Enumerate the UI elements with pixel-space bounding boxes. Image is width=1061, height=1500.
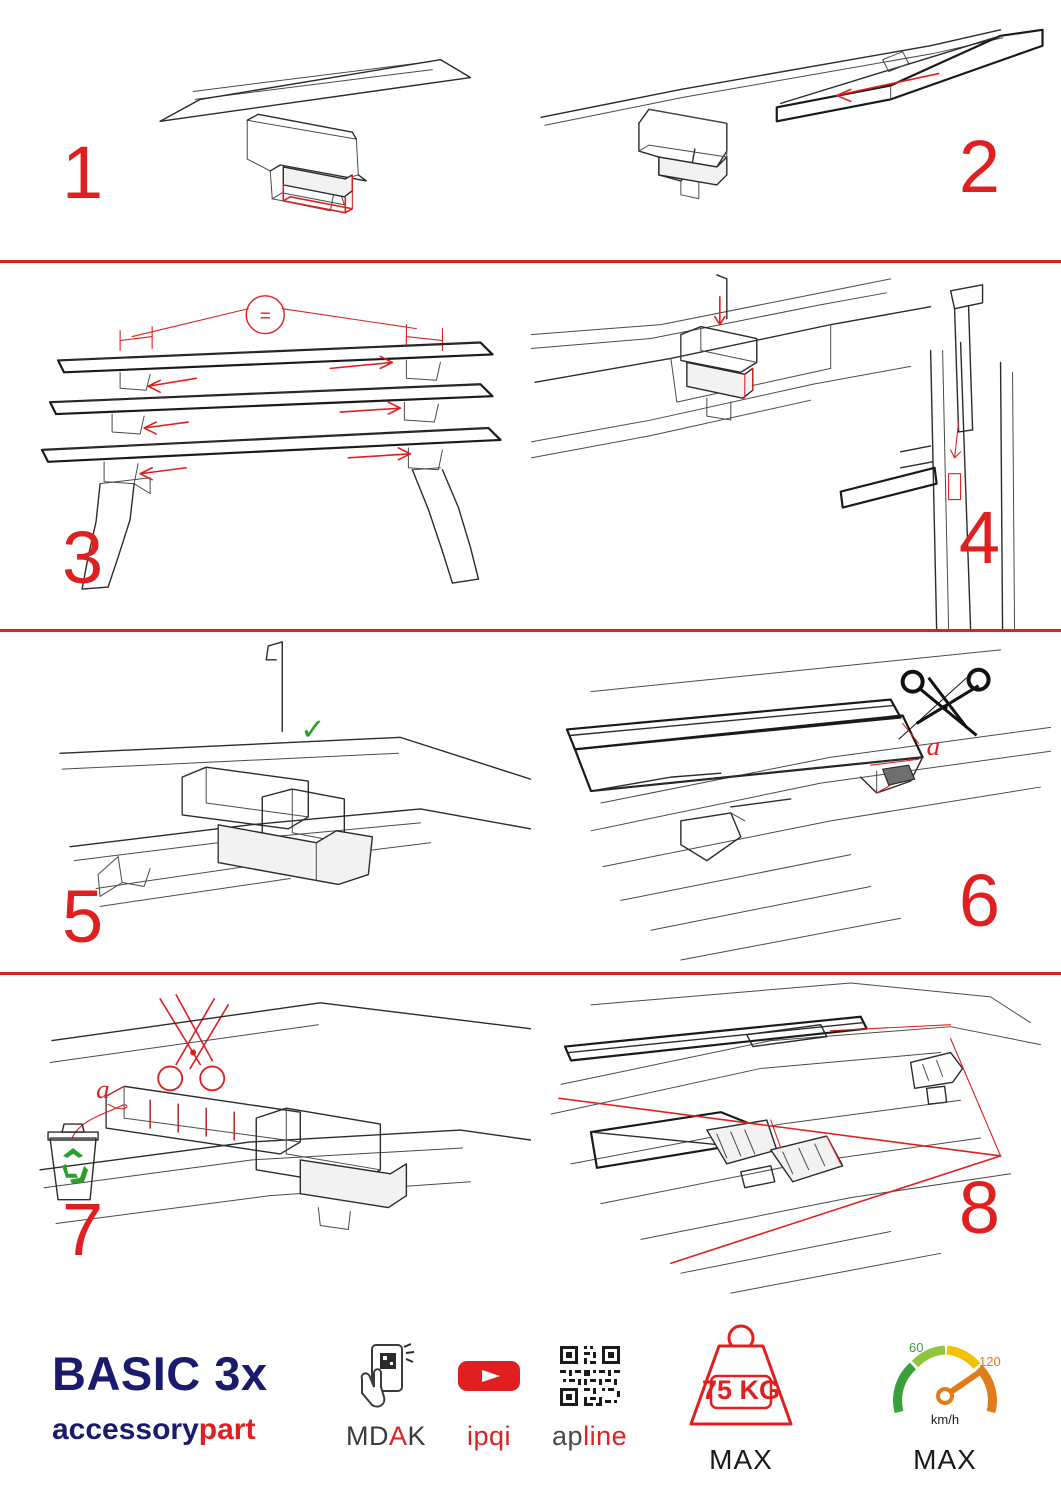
- product-line: [52, 1347, 302, 1401]
- logo-apline[interactable]: [552, 1343, 627, 1452]
- step-panel-5: [0, 632, 531, 972]
- youtube-icon[interactable]: [456, 1343, 522, 1409]
- logo-mdak-label-last: K: [407, 1421, 427, 1452]
- step-panel-2: [531, 0, 1061, 260]
- product-quantity: 3x: [214, 1347, 268, 1401]
- brand-block: [52, 1347, 302, 1447]
- weight-caption: MAX: [709, 1443, 773, 1475]
- step-number-4: 4: [958, 496, 999, 580]
- svg-text:=: =: [259, 306, 271, 328]
- gauge-high-label: 120: [979, 1353, 1001, 1369]
- limit-speed: [881, 1320, 1009, 1476]
- step-panel-6: [531, 632, 1061, 972]
- logo-mdak-label-first: MD: [346, 1421, 389, 1452]
- step-panel-8: [531, 975, 1061, 1295]
- steps-row-4: [0, 975, 1061, 1295]
- weight-icon: [675, 1320, 807, 1436]
- step-panel-7: [0, 975, 531, 1295]
- label-a-step7: a: [96, 1074, 110, 1105]
- step-number-6: 6: [958, 859, 999, 943]
- company-name-first: accessory: [52, 1413, 199, 1447]
- logo-ipqi-label: [467, 1421, 511, 1452]
- steps-row-3: [0, 632, 1061, 975]
- gauge-low-label: 60: [909, 1339, 924, 1355]
- logo-mdak-label: [346, 1421, 426, 1452]
- step-number-1: 1: [62, 131, 103, 214]
- qr-code-icon[interactable]: [557, 1343, 623, 1409]
- footer: [0, 1295, 1061, 1500]
- limit-weight: [675, 1320, 807, 1476]
- label-a-step6: a: [926, 731, 940, 762]
- gauge-unit-label: km/h: [930, 1411, 960, 1427]
- step-number-7: 7: [62, 1188, 103, 1272]
- partner-logos: [346, 1343, 627, 1452]
- speedometer-icon: [881, 1320, 1009, 1436]
- logo-ipqi-label-text: ipqi: [467, 1421, 512, 1452]
- step-number-3: 3: [62, 516, 103, 600]
- limits-block: [675, 1320, 1009, 1476]
- logo-apline-label-first: ap: [552, 1421, 584, 1452]
- company-name: [52, 1415, 302, 1445]
- product-line-name: BASIC: [52, 1347, 201, 1401]
- step-number-2: 2: [958, 125, 999, 208]
- logo-mdak-label-accent: A: [389, 1421, 408, 1452]
- logo-apline-label: [552, 1421, 627, 1452]
- check-mark: ✓: [300, 713, 326, 747]
- qr-scan-hand-icon: [354, 1343, 418, 1409]
- company-name-second: part: [198, 1413, 256, 1447]
- weight-value: 75 KG: [701, 1374, 781, 1405]
- step-number-5: 5: [62, 875, 103, 959]
- step-number-8: 8: [958, 1166, 999, 1250]
- step-panel-1: [0, 0, 531, 260]
- steps-row-1: [0, 0, 1061, 263]
- scissors-icon: [898, 670, 988, 740]
- logo-apline-label-accent: line: [583, 1421, 628, 1452]
- steps-row-2: [0, 263, 1061, 632]
- logo-ipqi[interactable]: [456, 1343, 522, 1452]
- speed-caption: MAX: [913, 1443, 977, 1475]
- step-panel-3: [0, 263, 531, 629]
- logo-mdak: [346, 1343, 426, 1452]
- step-panel-4: [531, 263, 1061, 629]
